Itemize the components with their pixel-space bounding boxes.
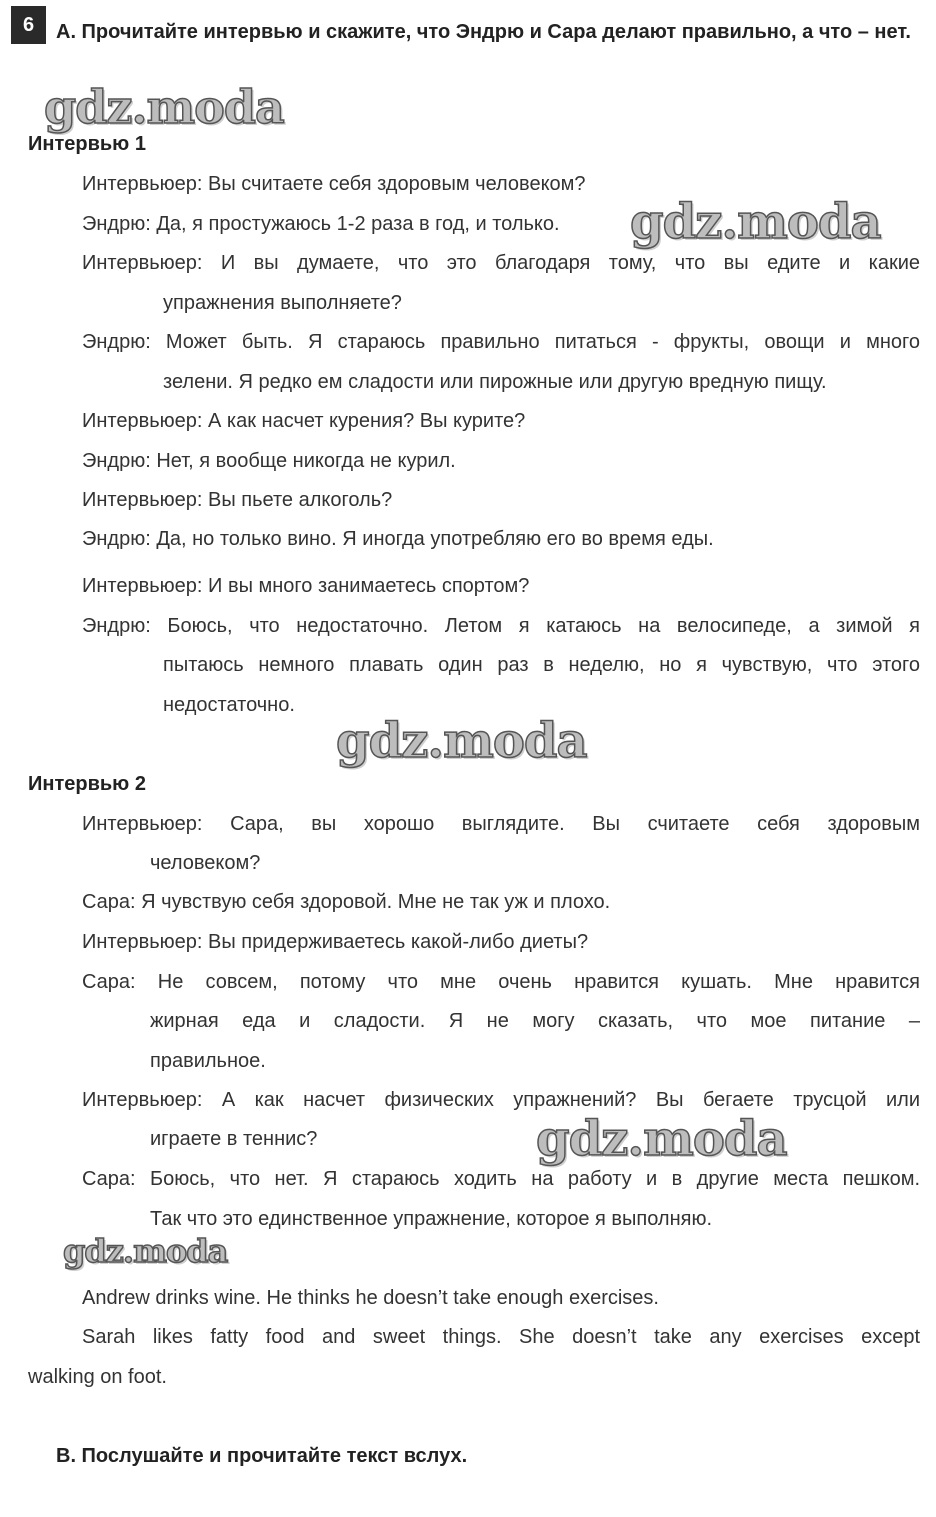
task-number-badge: 6 [11, 6, 46, 44]
interview-2-line: играете в теннис? [150, 1128, 318, 1150]
interview-1-line: Интервьюер: Вы пьете алкоголь? [82, 489, 393, 511]
answer-line: Sarah likes fatty food and sweet things. She doesn’t take any exercises except [82, 1326, 920, 1348]
task-title: A. Прочитайте интервью и скажите, что Эндрю и Сара делают правильно, а что – нет. [56, 21, 911, 43]
answer-line: walking on foot. [28, 1366, 167, 1388]
answer-line: Andrew drinks wine. He thinks he doesn’t take enough exercises. [82, 1287, 659, 1309]
interview-2-line: Сара: Боюсь, что нет. Я стараюсь ходить на работу и в другие места пешком. [82, 1168, 920, 1190]
interview-1-line: недостаточно. [163, 694, 295, 716]
interview-2-line: Так что это единственное упражнение, которое я выполняю. [150, 1208, 713, 1230]
interview-2-line: Интервьюер: А как насчет физических упражнений? Вы бегаете трусцой или [82, 1089, 920, 1111]
interview-1-line: Эндрю: Боюсь, что недостаточно. Летом я катаюсь на велосипеде, а зимой я [82, 615, 920, 637]
interview-2-heading: Интервью 2 [28, 773, 146, 795]
interview-2-line: Интервьюер: Сара, вы хорошо выглядите. Вы считаете себя здоровым [82, 813, 920, 835]
watermark-logo: gdz.moda [630, 194, 881, 250]
part-b-title: B. Послушайте и прочитайте текст вслух. [56, 1445, 468, 1467]
interview-2-line: Интервьюер: Вы придерживаетесь какой-либо диеты? [82, 931, 589, 953]
interview-1-line: Эндрю: Нет, я вообще никогда не курил. [82, 450, 456, 472]
watermark-logo: gdz.moda [536, 1111, 787, 1167]
interview-2-line: Сара: Я чувствую себя здоровой. Мне не так уж и плохо. [82, 891, 611, 913]
interview-1-line: Интервьюер: И вы много занимаетесь спортом? [82, 575, 530, 597]
interview-1-line: Интервьюер: И вы думаете, что это благодаря тому, что вы едите и какие [82, 252, 920, 274]
interview-2-line: человеком? [150, 852, 261, 874]
watermark-logo: gdz.moda [336, 713, 587, 769]
watermark-logo: gdz.moda [44, 80, 284, 134]
interview-1-line: Эндрю: Да, я простужаюсь 1-2 раза в год, и только. [82, 213, 560, 235]
interview-1-line: зелени. Я редко ем сладости или пирожные или другую вредную пищу. [163, 371, 827, 393]
interview-1-line: Интервьюер: Вы считаете себя здоровым человеком? [82, 173, 586, 195]
interview-1-line: пытаюсь немного плавать один раз в неделю, но я чувствую, что этого [163, 654, 920, 676]
interview-1-line: упражнения выполняете? [163, 292, 402, 314]
watermark-logo: gdz.moda [63, 1232, 228, 1270]
interview-1-line: Эндрю: Да, но только вино. Я иногда употребляю его во время еды. [82, 528, 714, 550]
interview-1-heading: Интервью 1 [28, 133, 146, 155]
interview-2-line: Сара: Не совсем, потому что мне очень нравится кушать. Мне нравится [82, 971, 920, 993]
interview-1-line: Эндрю: Может быть. Я стараюсь правильно питаться - фрукты, овощи и много [82, 331, 920, 353]
interview-2-line: правильное. [150, 1050, 266, 1072]
interview-1-line: Интервьюер: А как насчет курения? Вы курите? [82, 410, 526, 432]
interview-2-line: жирная еда и сладости. Я не могу сказать, что мое питание – [150, 1010, 920, 1032]
